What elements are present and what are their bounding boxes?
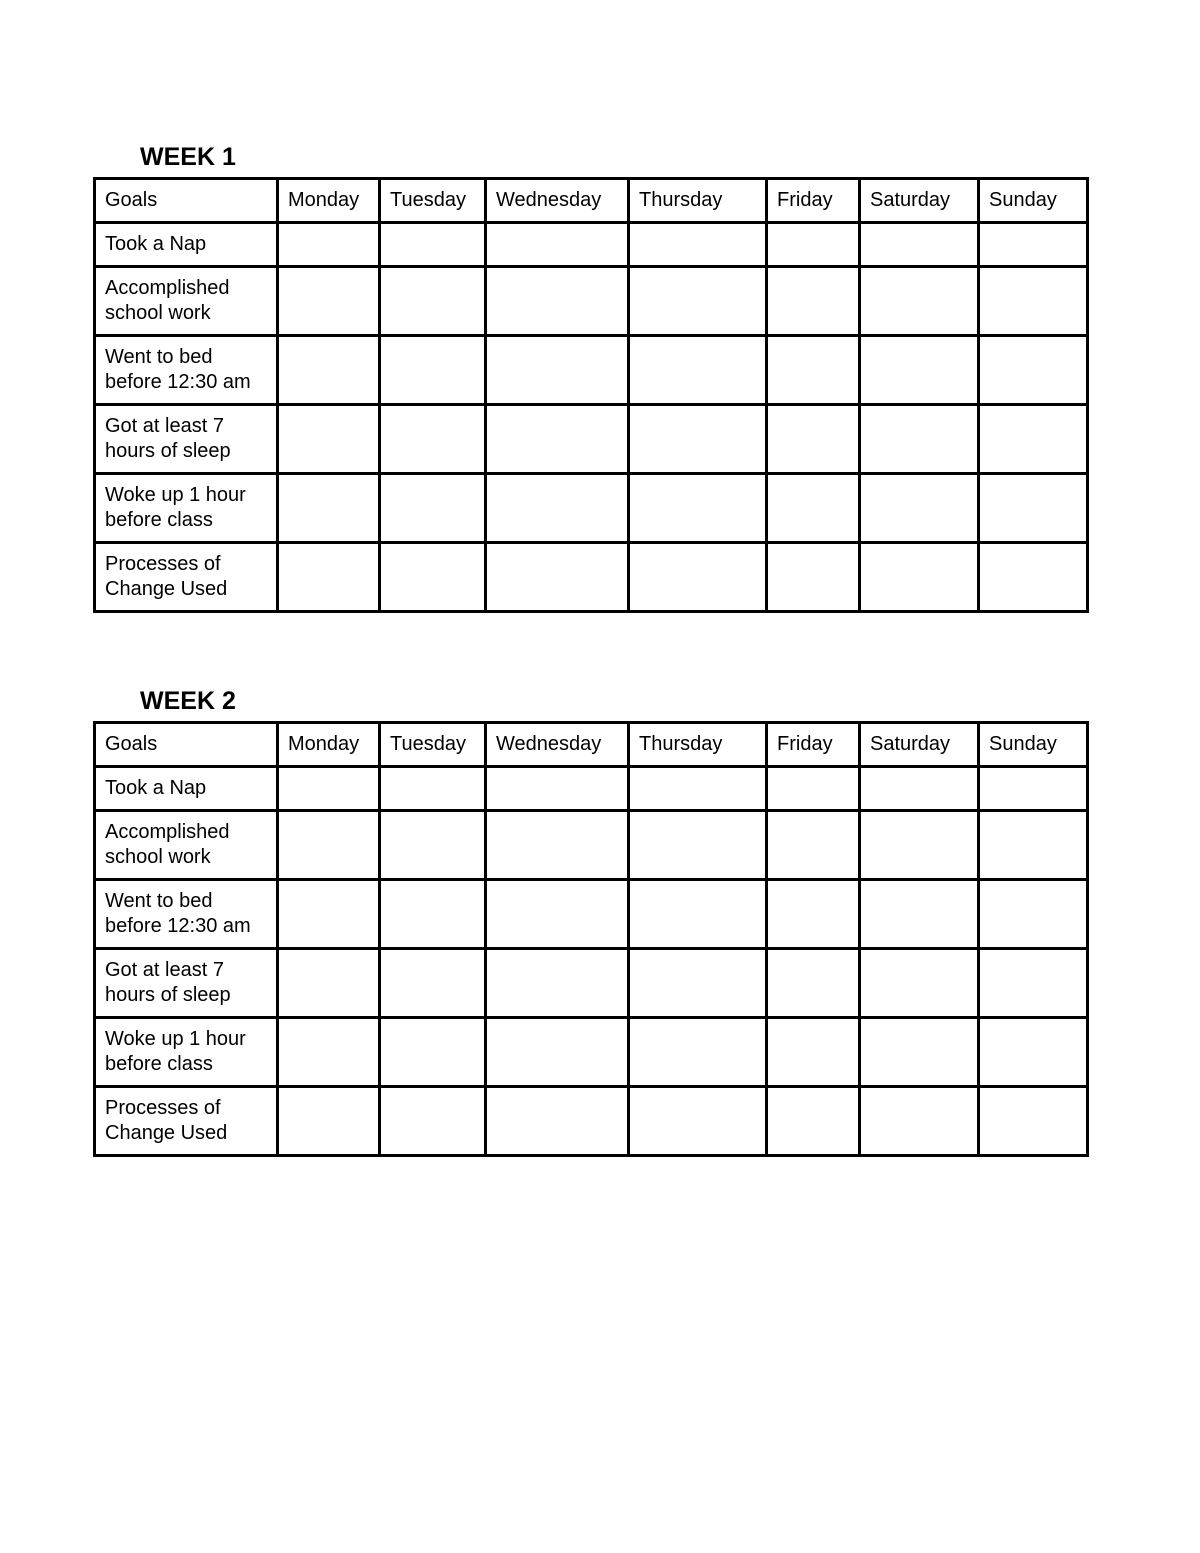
day-cell[interactable] xyxy=(486,474,629,543)
column-header-sunday: Sunday xyxy=(979,179,1088,223)
day-cell[interactable] xyxy=(278,474,380,543)
goal-label-cell: Woke up 1 hour before class xyxy=(95,1018,278,1087)
goals-table xyxy=(93,721,1089,1157)
day-cell[interactable] xyxy=(380,1018,486,1087)
day-cell[interactable] xyxy=(278,949,380,1018)
day-cell[interactable] xyxy=(486,336,629,405)
day-cell[interactable] xyxy=(979,949,1088,1018)
day-cell[interactable] xyxy=(380,767,486,811)
day-cell[interactable] xyxy=(979,880,1088,949)
table-row xyxy=(95,405,1088,474)
table-row xyxy=(95,811,1088,880)
day-cell[interactable] xyxy=(380,1087,486,1156)
goal-label-cell: Processes of Change Used xyxy=(95,1087,278,1156)
day-cell[interactable] xyxy=(767,223,860,267)
column-header-saturday: Saturday xyxy=(860,723,979,767)
day-cell[interactable] xyxy=(629,811,767,880)
day-cell[interactable] xyxy=(767,474,860,543)
day-cell[interactable] xyxy=(278,811,380,880)
column-header-monday: Monday xyxy=(278,179,380,223)
day-cell[interactable] xyxy=(860,880,979,949)
day-cell[interactable] xyxy=(767,336,860,405)
day-cell[interactable] xyxy=(278,1018,380,1087)
day-cell[interactable] xyxy=(767,267,860,336)
table-header-row xyxy=(95,723,1088,767)
day-cell[interactable] xyxy=(629,1087,767,1156)
day-cell[interactable] xyxy=(767,1018,860,1087)
day-cell[interactable] xyxy=(860,1087,979,1156)
day-cell[interactable] xyxy=(979,474,1088,543)
day-cell[interactable] xyxy=(380,811,486,880)
column-header-saturday: Saturday xyxy=(860,179,979,223)
day-cell[interactable] xyxy=(860,223,979,267)
day-cell[interactable] xyxy=(486,543,629,612)
day-cell[interactable] xyxy=(860,405,979,474)
day-cell[interactable] xyxy=(629,880,767,949)
day-cell[interactable] xyxy=(979,1087,1088,1156)
day-cell[interactable] xyxy=(860,1018,979,1087)
day-cell[interactable] xyxy=(486,811,629,880)
day-cell[interactable] xyxy=(979,267,1088,336)
day-cell[interactable] xyxy=(767,767,860,811)
column-header-monday: Monday xyxy=(278,723,380,767)
day-cell[interactable] xyxy=(380,880,486,949)
goal-label-cell: Woke up 1 hour before class xyxy=(95,474,278,543)
day-cell[interactable] xyxy=(486,1018,629,1087)
day-cell[interactable] xyxy=(380,405,486,474)
day-cell[interactable] xyxy=(979,405,1088,474)
day-cell[interactable] xyxy=(278,543,380,612)
day-cell[interactable] xyxy=(486,880,629,949)
day-cell[interactable] xyxy=(486,223,629,267)
column-header-thursday: Thursday xyxy=(629,723,767,767)
day-cell[interactable] xyxy=(278,405,380,474)
day-cell[interactable] xyxy=(629,267,767,336)
table-row xyxy=(95,1018,1088,1087)
day-cell[interactable] xyxy=(860,336,979,405)
day-cell[interactable] xyxy=(380,949,486,1018)
table-row xyxy=(95,336,1088,405)
day-cell[interactable] xyxy=(629,767,767,811)
day-cell[interactable] xyxy=(860,811,979,880)
column-header-friday: Friday xyxy=(767,723,860,767)
column-header-wednesday: Wednesday xyxy=(486,723,629,767)
table-header-row xyxy=(95,179,1088,223)
day-cell[interactable] xyxy=(629,336,767,405)
goal-label-cell: Took a Nap xyxy=(95,767,278,811)
goal-label-cell: Took a Nap xyxy=(95,223,278,267)
goal-label-cell: Got at least 7 hours of sleep xyxy=(95,949,278,1018)
goals-table xyxy=(93,177,1089,613)
day-cell[interactable] xyxy=(767,543,860,612)
table-row xyxy=(95,543,1088,612)
day-cell[interactable] xyxy=(278,223,380,267)
day-cell[interactable] xyxy=(380,543,486,612)
table-row xyxy=(95,223,1088,267)
column-header-tuesday: Tuesday xyxy=(380,179,486,223)
goal-label-cell: Went to bed before 12:30 am xyxy=(95,336,278,405)
day-cell[interactable] xyxy=(629,474,767,543)
day-cell[interactable] xyxy=(767,405,860,474)
day-cell[interactable] xyxy=(767,880,860,949)
week-title: WEEK 1 xyxy=(140,143,236,171)
day-cell[interactable] xyxy=(380,336,486,405)
day-cell[interactable] xyxy=(486,267,629,336)
week-title: WEEK 2 xyxy=(140,687,236,715)
column-header-sunday: Sunday xyxy=(979,723,1088,767)
day-cell[interactable] xyxy=(860,767,979,811)
day-cell[interactable] xyxy=(767,811,860,880)
goal-label-cell: Got at least 7 hours of sleep xyxy=(95,405,278,474)
day-cell[interactable] xyxy=(767,949,860,1018)
column-header-tuesday: Tuesday xyxy=(380,723,486,767)
goal-label-cell: Went to bed before 12:30 am xyxy=(95,880,278,949)
day-cell[interactable] xyxy=(629,1018,767,1087)
table-row xyxy=(95,949,1088,1018)
day-cell[interactable] xyxy=(486,405,629,474)
column-header-goals: Goals xyxy=(95,179,278,223)
day-cell[interactable] xyxy=(629,223,767,267)
day-cell[interactable] xyxy=(278,336,380,405)
day-cell[interactable] xyxy=(486,1087,629,1156)
day-cell[interactable] xyxy=(979,223,1088,267)
day-cell[interactable] xyxy=(860,949,979,1018)
day-cell[interactable] xyxy=(278,767,380,811)
table-row xyxy=(95,474,1088,543)
table-row xyxy=(95,880,1088,949)
day-cell[interactable] xyxy=(380,223,486,267)
table-row xyxy=(95,767,1088,811)
day-cell[interactable] xyxy=(380,474,486,543)
goal-label-cell: Processes of Change Used xyxy=(95,543,278,612)
column-header-wednesday: Wednesday xyxy=(486,179,629,223)
day-cell[interactable] xyxy=(380,267,486,336)
column-header-thursday: Thursday xyxy=(629,179,767,223)
table-row xyxy=(95,267,1088,336)
day-cell[interactable] xyxy=(767,1087,860,1156)
day-cell[interactable] xyxy=(979,811,1088,880)
day-cell[interactable] xyxy=(278,1087,380,1156)
day-cell[interactable] xyxy=(860,543,979,612)
day-cell[interactable] xyxy=(979,767,1088,811)
day-cell[interactable] xyxy=(979,1018,1088,1087)
day-cell[interactable] xyxy=(629,543,767,612)
goal-label-cell: Accomplished school work xyxy=(95,267,278,336)
day-cell[interactable] xyxy=(860,267,979,336)
day-cell[interactable] xyxy=(979,543,1088,612)
column-header-friday: Friday xyxy=(767,179,860,223)
goal-label-cell: Accomplished school work xyxy=(95,811,278,880)
day-cell[interactable] xyxy=(860,474,979,543)
day-cell[interactable] xyxy=(278,880,380,949)
table-row xyxy=(95,1087,1088,1156)
day-cell[interactable] xyxy=(278,267,380,336)
day-cell[interactable] xyxy=(486,767,629,811)
day-cell[interactable] xyxy=(486,949,629,1018)
day-cell[interactable] xyxy=(629,949,767,1018)
column-header-goals: Goals xyxy=(95,723,278,767)
day-cell[interactable] xyxy=(629,405,767,474)
day-cell[interactable] xyxy=(979,336,1088,405)
